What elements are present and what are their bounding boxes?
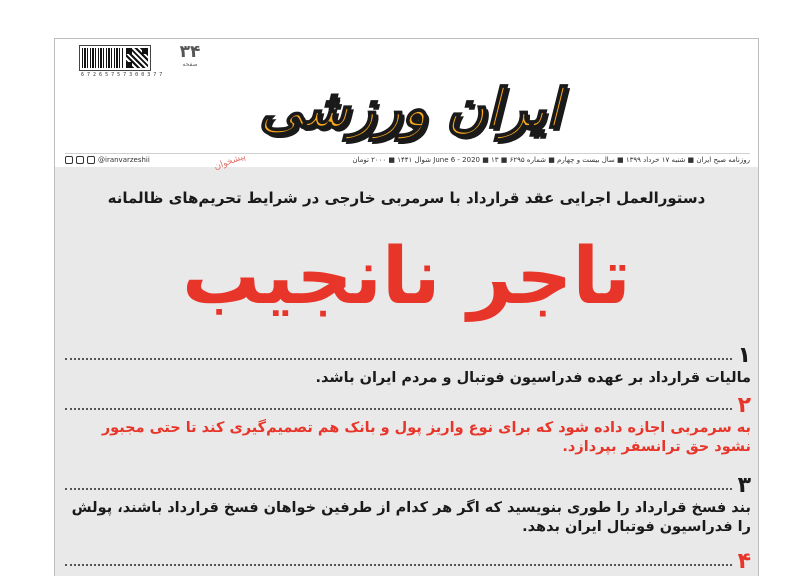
- instagram-icon[interactable]: [65, 156, 73, 164]
- item-number-row: [65, 395, 751, 417]
- list-item: [65, 395, 751, 457]
- item-number: ۱: [737, 343, 751, 368]
- headline: تاجر نانجیب: [182, 232, 631, 322]
- dotted-divider: [65, 488, 732, 490]
- social-handle: @iranvarzeshii: [98, 155, 150, 164]
- masthead: [55, 39, 758, 167]
- item-number-row: [65, 475, 751, 497]
- page-number: ۳۴: [179, 42, 201, 62]
- twitter-icon[interactable]: [76, 156, 84, 164]
- barcode-number: 6 7 2 6 5 7 5 7 3 0 0 3 7 7: [81, 72, 163, 78]
- barcode: [79, 45, 151, 71]
- kicker: دستورالعمل اجرایی عقد قرارداد با سرمربی خارجی در شرایط تحریم‌های ظالمانه: [107, 189, 706, 207]
- item-number-row: [65, 551, 751, 573]
- logo-text: ایران ورزشی: [259, 76, 561, 140]
- item-number: ۴: [737, 549, 751, 574]
- list-item: [65, 345, 751, 388]
- social-links: [65, 156, 150, 164]
- dotted-divider: [65, 564, 732, 566]
- list-item: [65, 551, 751, 575]
- dateline: روزنامه صبح ایران ■ شنبه ۱۷ خرداد ۱۳۹۹ ■ سال بیست و چهارم ■ شماره ۶۲۹۵ ■ June 6 - 2020 ■ ۱۳ شوال ۱۴۴۱ ■ ۲۰۰۰ تومان: [352, 155, 750, 164]
- item-number: ۲: [737, 393, 751, 418]
- list-item: [65, 475, 751, 537]
- newspaper-logo: [85, 77, 735, 139]
- item-text: مالیات قرارداد بر عهده فدراسیون فوتبال و مردم ایران باشد.: [315, 370, 751, 386]
- item-number: ۳: [737, 473, 751, 498]
- item-text: بند فسخ قرارداد را طوری بنویسید که اگر هر کدام از طرفین خواهان فسخ قرارداد باشند، پولش را فدراسیون فوتبال ایران بدهد.: [71, 500, 751, 535]
- watermark-stamp: پیشخوان: [212, 151, 248, 173]
- telegram-icon[interactable]: [87, 156, 95, 164]
- item-text: به سرمربی اجازه داده شود که برای نوع واریز پول و بانک هم تصمیم‌گیری کند تا حتی مجبور نشود حق ترانسفر بپردازد.: [101, 420, 751, 455]
- dotted-divider: [65, 408, 732, 410]
- newspaper-page: [54, 38, 759, 576]
- page-label: صفحه: [182, 61, 198, 68]
- info-bar: [65, 153, 750, 165]
- barcode-bars: [82, 48, 123, 68]
- item-number-row: [65, 345, 751, 367]
- qr-code-icon: [126, 48, 148, 68]
- dotted-divider: [65, 358, 732, 360]
